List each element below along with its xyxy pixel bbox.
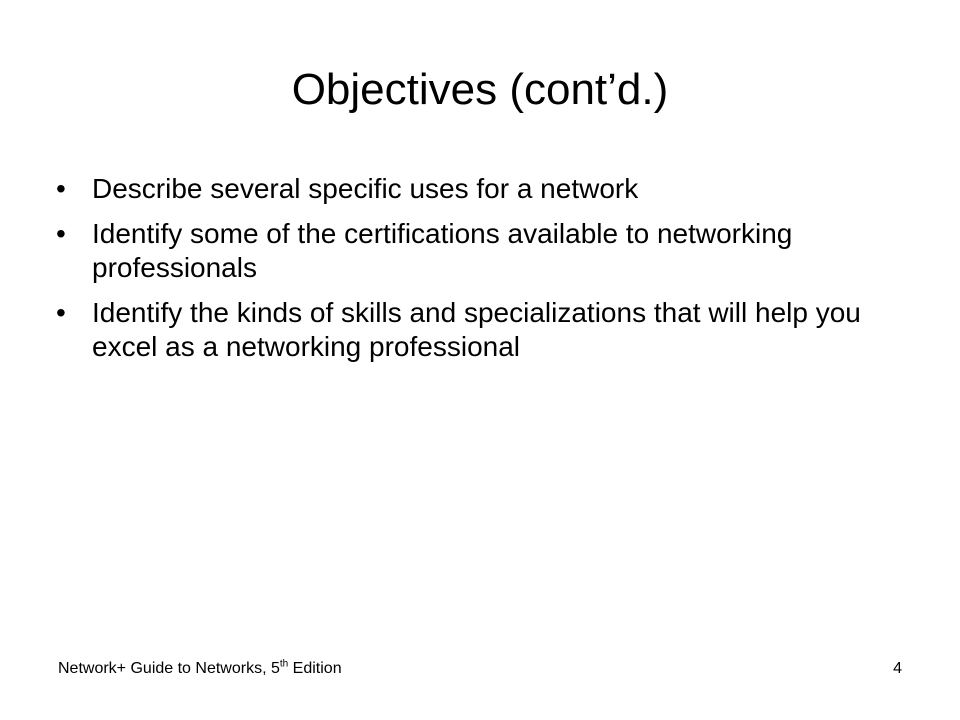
bullet-item	[56, 296, 886, 364]
bullet-dot-icon: •	[56, 173, 66, 204]
bullet-dot-icon: •	[56, 297, 66, 328]
bullet-item	[56, 172, 886, 206]
slide-title: Objectives (cont’d.)	[291, 65, 669, 114]
bullet-dot-icon: •	[56, 218, 66, 249]
footer-superscript: th	[279, 658, 289, 670]
bullet-text: Identify the kinds of skills and specializations that will help you excel as a networking professional	[92, 297, 861, 362]
bullet-list	[56, 172, 886, 375]
bullet-item	[56, 217, 886, 285]
footer-text-after: Edition	[288, 660, 342, 677]
footer-text-before: Network+ Guide to Networks, 5	[58, 660, 280, 677]
bullet-text: Identify some of the certifications available to networking professionals	[92, 218, 793, 283]
page-number: 4	[893, 660, 902, 677]
footer-book-title	[58, 659, 342, 679]
bullet-text: Describe several specific uses for a network	[92, 173, 639, 204]
